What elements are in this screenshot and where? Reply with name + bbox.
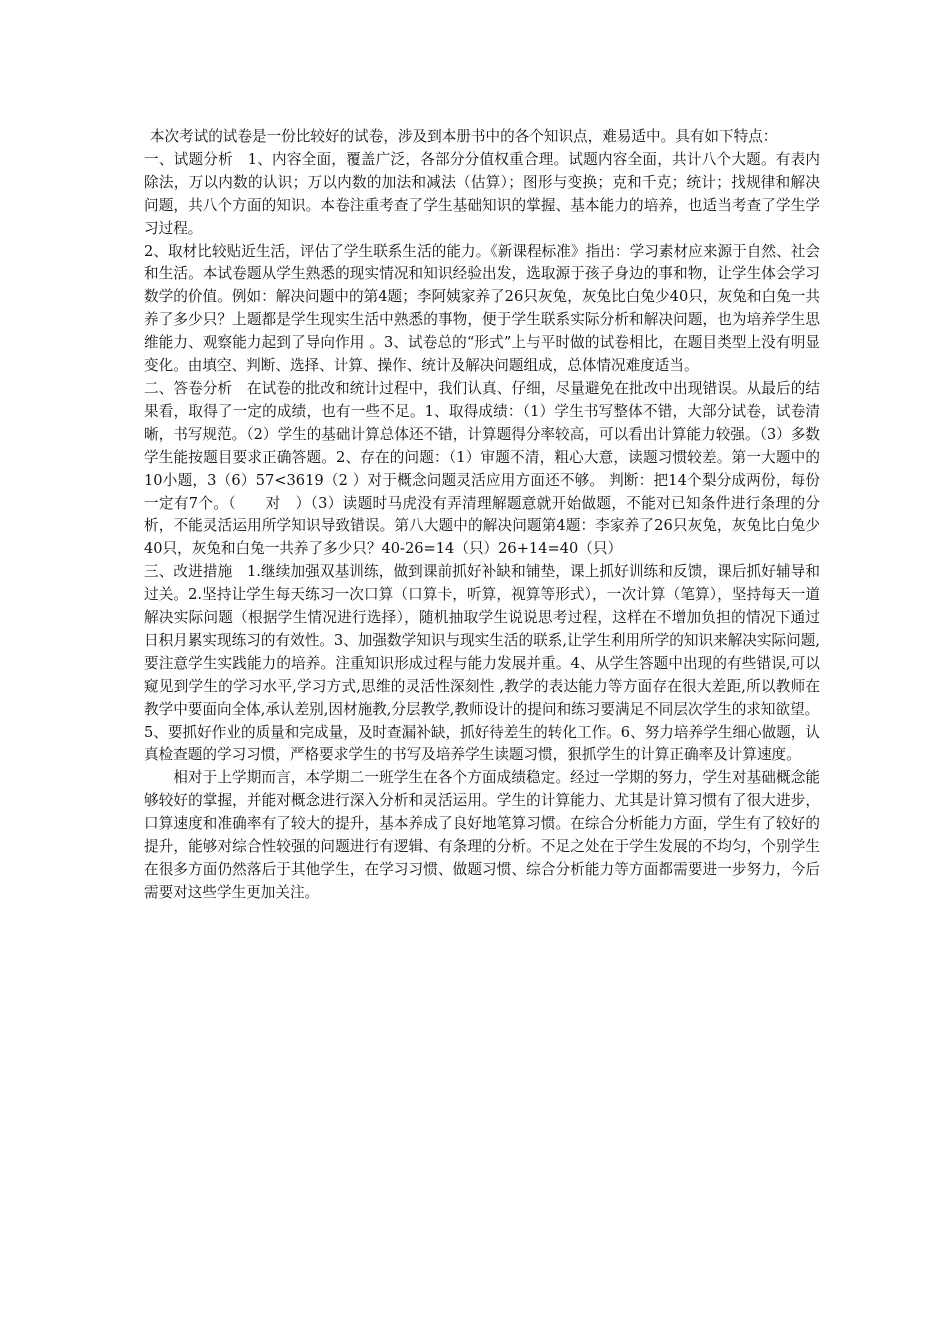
summary-paragraph: 相对于上学期而言，本学期二一班学生在各个方面成绩稳定。经过一学期的努力，学生对基础概念能够较好的掌握，并能对概念进行深入分析和灵活运用。学生的计算能力、尤其是计算习惯有了很大进步，口算速度和准确率有了较大的提升，基本养成了良好地笔算习惯。在综合分析能力方面，学生有了较好的提升，能够对综合性较强的问题进行有逻辑、有条理的分析。不足之处在于学生发展的不均匀，个别学生在很多方面仍然落后于其他学生，在学习习惯、做题习惯、综合分析能力等方面都需要进一步努力，今后需要对这些学生更加关注。 [144,769,820,901]
section-1-point-2-paragraph: 2、取材比较贴近生活，评估了学生联系生活的能力。《新课程标准》指出：学习素材应来源于自然、社会和生活。本试卷题从学生熟悉的现实情况和知识经验出发，选取源于孩子身边的事和物，让学生体会学习数学的价值。例如：解决问题中的第4题；李阿姨家养了26只灰兔，灰兔比白兔少40只，灰兔和白兔一共养了多少只？上题都是学生现实生活中熟悉的事物，便于学生联系实际分析和解决问题，也为培养学生思维能力、观察能力起到了导向作用 。3、试卷总的“形式”上与平时做的试卷相比，在题目类型上没有明显变化。由填空、判断、选择、计算、操作、统计及解决问题组成，总体情况难度适当。 [144,242,820,375]
section-3-paragraph: 三、改进措施 1.继续加强双基训练，做到课前抓好补缺和铺垫，课上抓好训练和反馈，课后抓好辅导和过关。2.坚持让学生每天练习一次口算（口算卡，听算，视算等形式），一次计算（笔算），坚持每天一道解决实际问题（根据学生情况进行选择），随机抽取学生说说思考过程，这样在不增加负担的情况下通过日积月累实现练习的有效性。3、加强数学知识与现实生活的联系,让学生利用所学的知识来解决实际问题,要注意学生实践能力的培养。注重知识形成过程与能力发展并重。4、从学生答题中出现的有些错误,可以窥见到学生的学习水平,学习方式,思维的灵活性深刻性 ,教学的表达能力等方面存在很大差距,所以教师在教学中要面向全体,承认差别,因材施教,分层教学,教师设计的提问和练习要满足不同层次学生的求知欲望。 [144,563,820,718]
section-2-paragraph: 二、答卷分析 在试卷的批改和统计过程中，我们认真、仔细，尽量避免在批改中出现错误。从最后的结果看，取得了一定的成绩，也有一些不足。1、取得成绩：（1）学生书写整体不错，大部分试卷，试卷清晰，书写规范。（2）学生的基础计算总体还不错，计算题得分率较高，可以看出计算能力较强。（3）多数学生能按题目要求正确答题。2、存在的问题：（1）审题不清，粗心大意，读题习惯较差。第一大题中的10小题，3（6）57<3619（2 ）对于概念问题灵活应用方面还不够。 判断：把14个梨分成两份，每份一定有7个。（ 对 ）（3）读题时马虎没有弄清理解题意就开始做题，不能对已知条件进行条理的分析，不能灵活运用所学知识导致错误。第八大题中的解决问题第4题：李家养了26只灰兔，灰兔比白兔少40只，灰兔和白兔一共养了多少只？40-26=14（只）26+14=40（只） [144,379,820,558]
section-1-paragraph: 一、试题分析 1、内容全面，覆盖广泛，各部分分值权重合理。试题内容全面，共计八个大题。有表内除法，万以内数的认识；万以内数的加法和减法（估算）；图形与变换；克和千克；统计；找规律和解决问题，共八个方面的知识。本卷注重考查了学生基础知识的掌握、基本能力的培养，也适当考查了学生学习过程。 [144,150,820,237]
document-body [144,126,820,905]
intro-paragraph: 本次考试的试卷是一份比较好的试卷，涉及到本册书中的各个知识点，难易适中。具有如下特点： [149,128,778,145]
section-3-points-5-6-paragraph: 5、要抓好作业的质量和完成量，及时查漏补缺，抓好待差生的转化工作。6、努力培养学生细心做题，认真检查题的学习习惯，严格要求学生的书写及培养学生读题习惯，狠抓学生的计算正确率及计算速度。 [144,723,820,764]
